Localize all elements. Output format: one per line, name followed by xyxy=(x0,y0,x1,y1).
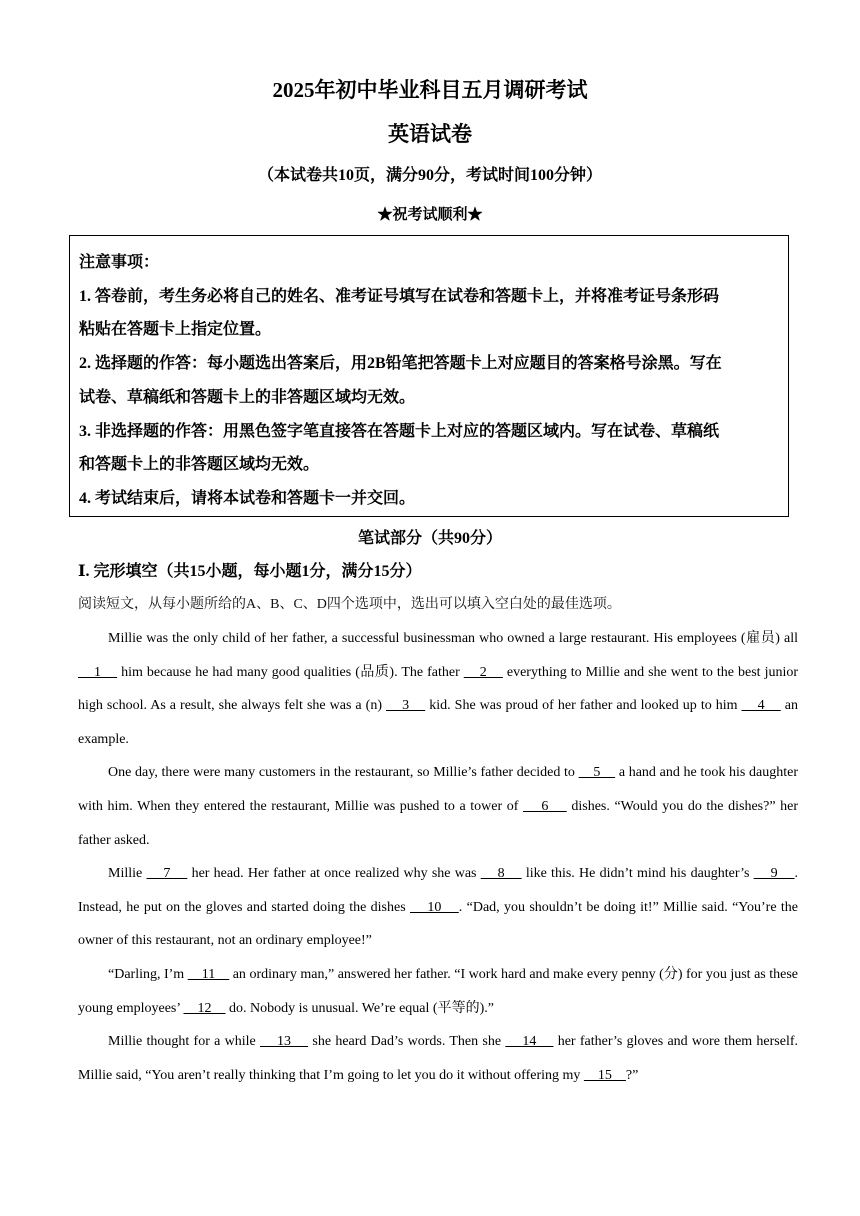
blank-15: 15 xyxy=(583,1067,626,1083)
notice-line: 1. 答卷前，考生务必将自己的姓名、准考证号填写在试卷和答题卡上，并将准考证号条形码 xyxy=(79,287,720,305)
blank-7: 7 xyxy=(146,866,188,882)
passage-paragraph: Millie thought for a while 13 she heard Dad’s words. Then she 14 her father’s gloves and wore them herself. Millie said, “You aren’t really thinking that I’m going to let you do it without offering my 15 ?” xyxy=(78,1034,799,1083)
notice-line: 2. 选择题的作答：每小题选出答案后，用2B铅笔把答题卡上对应题目的答案格号涂黑。写在 xyxy=(79,355,722,373)
notice-box xyxy=(69,235,789,517)
blank-9: 9 xyxy=(753,866,795,882)
passage-paragraph: Millie was the only child of her father, a successful businessman who owned a large restaurant. His employees (雇员) all 1 him because he had many good qualities (品质). The father 2 everything to Millie and she went to the best junior high school. As a result, she always felt she was a (n) 3 kid. She was proud of her father and looked up to him 4 an example. xyxy=(78,631,799,747)
notice-line: 粘贴在答题卡上指定位置。 xyxy=(79,321,272,339)
passage-paragraph: “Darling, I’m 11 an ordinary man,” answered her father. “I work hard and make every penny (分) for you just as these young employees’ 12 do. Nobody is unusual. We’re equal (平等的).” xyxy=(78,966,799,1016)
good-luck-line: ★祝考试顺利★ xyxy=(377,207,483,223)
blank-4: 4 xyxy=(741,698,781,714)
part-title: 笔试部分（共90分） xyxy=(357,530,502,547)
notice-heading: 注意事项： xyxy=(79,254,160,271)
blank-6: 6 xyxy=(523,798,567,814)
section-heading: Ⅰ. 完形填空（共15小题，每小题1分，满分15分） xyxy=(78,563,422,580)
passage-paragraph: Millie 7 her head. Her father at once realized why she was 8 like this. He didn’t mind his daughter’s 9 . Instead, he put on the gloves and started doing the dishes 10 . “Dad, you shouldn’t be doing it!” Millie said. “You’re the owner of this restaurant, not an ordinary employee!” xyxy=(78,866,799,949)
passage-paragraph: One day, there were many customers in the restaurant, so Millie’s father decided to 5 a hand and he took his daughter with him. When they entered the restaurant, Millie was pushed to a tower of 6 dishes. “Would you do the dishes?” her father asked. xyxy=(78,765,799,848)
blank-8: 8 xyxy=(480,866,522,882)
exam-title: 2025年初中毕业科目五月调研考试 xyxy=(272,78,588,102)
exam-meta: （本试卷共10页，满分90分，考试时间100分钟） xyxy=(257,167,602,184)
notice-line: 和答题卡上的非答题区域均无效。 xyxy=(79,456,320,474)
blank-2: 2 xyxy=(463,664,503,680)
notice-line: 试卷、草稿纸和答题卡上的非答题区域均无效。 xyxy=(79,388,416,406)
blank-11: 11 xyxy=(187,966,230,982)
cloze-passage xyxy=(78,622,798,1092)
notice-line: 4. 考试结束后，请将本试卷和答题卡一并交回。 xyxy=(79,489,416,507)
notice-line: 3. 非选择题的作答：用黑色签字笔直接答在答题卡上对应的答题区域内。写在试卷、草稿纸 xyxy=(79,422,720,440)
blank-1: 1 xyxy=(78,664,118,680)
blank-10: 10 xyxy=(410,899,459,915)
exam-subtitle: 英语试卷 xyxy=(388,122,472,146)
blank-13: 13 xyxy=(259,1034,309,1050)
section-instruction: 阅读短文，从每小题所给的A、B、C、D四个选项中，选出可以填入空白处的最佳选项。 xyxy=(78,597,621,612)
blank-3: 3 xyxy=(386,698,426,714)
blank-5: 5 xyxy=(578,765,616,781)
blank-14: 14 xyxy=(505,1034,554,1050)
blank-12: 12 xyxy=(183,1000,226,1016)
